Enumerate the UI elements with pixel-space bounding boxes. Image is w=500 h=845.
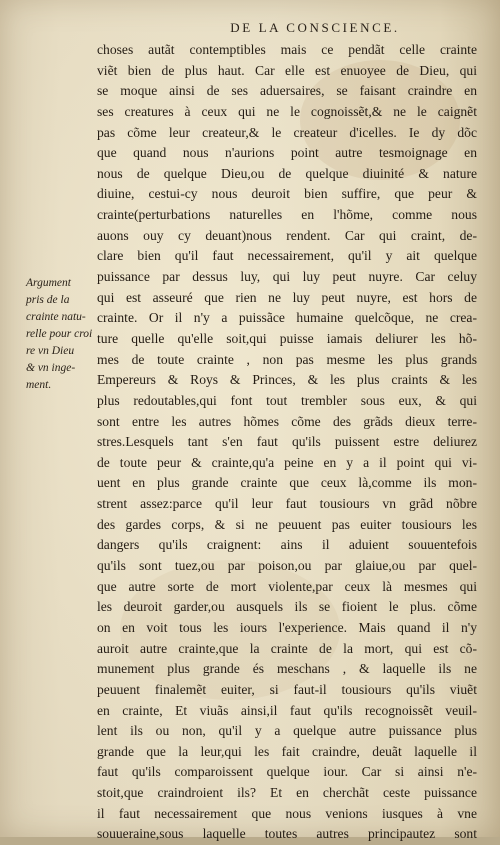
text-line: strent assez:parce qu'il leur faut tousiours vn grãd nõbre [97, 496, 477, 512]
text-line: mes de toute crainte , non pas mesme les plus grands [97, 351, 477, 367]
text-line: ture quelle qu'elle soit,qui puisse iamais deliurer les hõ- [97, 330, 477, 346]
text-line: souueraine,sous laquelle toutes autres principautez sont [97, 826, 477, 842]
text-line: choses autãt contemptibles mais ce pendãt celle crainte [97, 42, 477, 57]
text-line: dangers qu'ils craignent: ains il aduient souuentefois [97, 537, 477, 553]
text-line: stoit,que craindroient ils? Et en cherchãt ceste puissance [97, 785, 477, 801]
margin-note-line: Argument [26, 277, 71, 289]
text-line: sont entre les autres hõmes cõme des grãds dieux terre- [97, 413, 477, 429]
text-line: lent ils ou non, qu'il y a quelque autre puissance plus [97, 723, 477, 739]
text-line: munement plus grande és meschans , & laquelle ils ne [97, 661, 477, 677]
text-line: crainte(perturbations naturelles en l'hõme, comme nous [97, 207, 477, 223]
text-line: auroit autre crainte,que la crainte de la mort, qui est cõ- [97, 640, 477, 656]
margin-note-line: pris de la [26, 294, 70, 306]
text-line: en crainte, Et viuãs ainsi,il faut qu'ils recognoissẽt veuil- [97, 702, 477, 718]
text-line: uent en plus grande crainte que ceux là,comme ils mon- [97, 475, 477, 491]
text-line: stres.Lesquels tant s'en faut qu'ils puissent estre deliurez [97, 434, 477, 450]
text-line: que autre sorte de mort violente,par ceux là mesmes qui [97, 578, 477, 594]
text-line: les deuroit garder,ou ausquels ils se fioient le plus. cõme [97, 599, 477, 615]
text-line: crainte. Or il n'y a puissãce humaine quelcõque, ne crea- [97, 310, 477, 326]
margin-note-line: re vn Dieu [26, 345, 75, 357]
text-line: diuine, cestui-cy nous deuroit bien suffire, que peur & [97, 186, 477, 202]
text-line: puissance par dessus luy, qui luy peut nuyre. Car celuy [97, 269, 477, 285]
margin-note [26, 275, 98, 394]
text-line: Empereurs & Roys & Princes, & les plus craints & les [97, 372, 477, 388]
margin-note-line: crainte natu- [26, 311, 86, 323]
text-line: auons ouy cy deuant)nous rendent. Car qui craint, de- [97, 227, 477, 243]
text-line: peuuent finalemẽt euiter, si faut-il tousiours qu'ils viuẽt [97, 681, 477, 697]
text-line: pas cõme leur createur,& le createur d'icelles. Ie dy dõc [97, 124, 477, 140]
text-line: se moque ainsi de ses aduersaires, se faisant craindre en [97, 83, 477, 99]
text-line: grande que la leur,qui les fait craindre, deuãt laquelle il [97, 743, 477, 759]
text-line: qu'ils sont tuez,ou par poison,ou par glaiue,ou par quel- [97, 558, 477, 574]
running-head: DE LA CONSCIENCE. [230, 20, 400, 35]
text-line: ses creatures à ceux qui ne le cognoissẽt,& ne le caignẽt [97, 103, 477, 119]
text-line: nous de quelque Dieu,ou de quelque diuinité & nature [97, 165, 477, 181]
text-line: clare bien qu'il faut necessairement, qu'il y ait quelque [97, 248, 477, 264]
text-line: faut qu'ils comparoissent quelque iour. Car si ainsi n'e- [97, 764, 477, 780]
text-line: plus redoutables,qui font tout trembler sous eux, & qui [97, 392, 477, 408]
text-line: que quand nous n'aurions point autre tesmoignage en [97, 145, 477, 161]
margin-note-line: ment. [26, 379, 52, 391]
body-text [97, 40, 477, 845]
text-line: il faut necessairement que nous venions iusques à vne [97, 805, 477, 821]
margin-note-line: & vn inge- [26, 362, 76, 374]
text-line: on en voit tous les iours l'experience. Mais quand il n'y [97, 619, 477, 635]
text-line: de toute peur & crainte,qu'a peine en y a il point qui vi- [97, 454, 477, 470]
text-line: viẽt bien de plus haut. Car elle est enuoyee de Dieu, qui [97, 62, 477, 78]
text-line: des gardes corps, & si ne peuuent pas euiter tousiours les [97, 516, 477, 532]
margin-note-line: relle pour croi [26, 328, 93, 340]
text-line: qui est asseuré que rien ne luy peut nuyre, est hors de [97, 289, 477, 305]
